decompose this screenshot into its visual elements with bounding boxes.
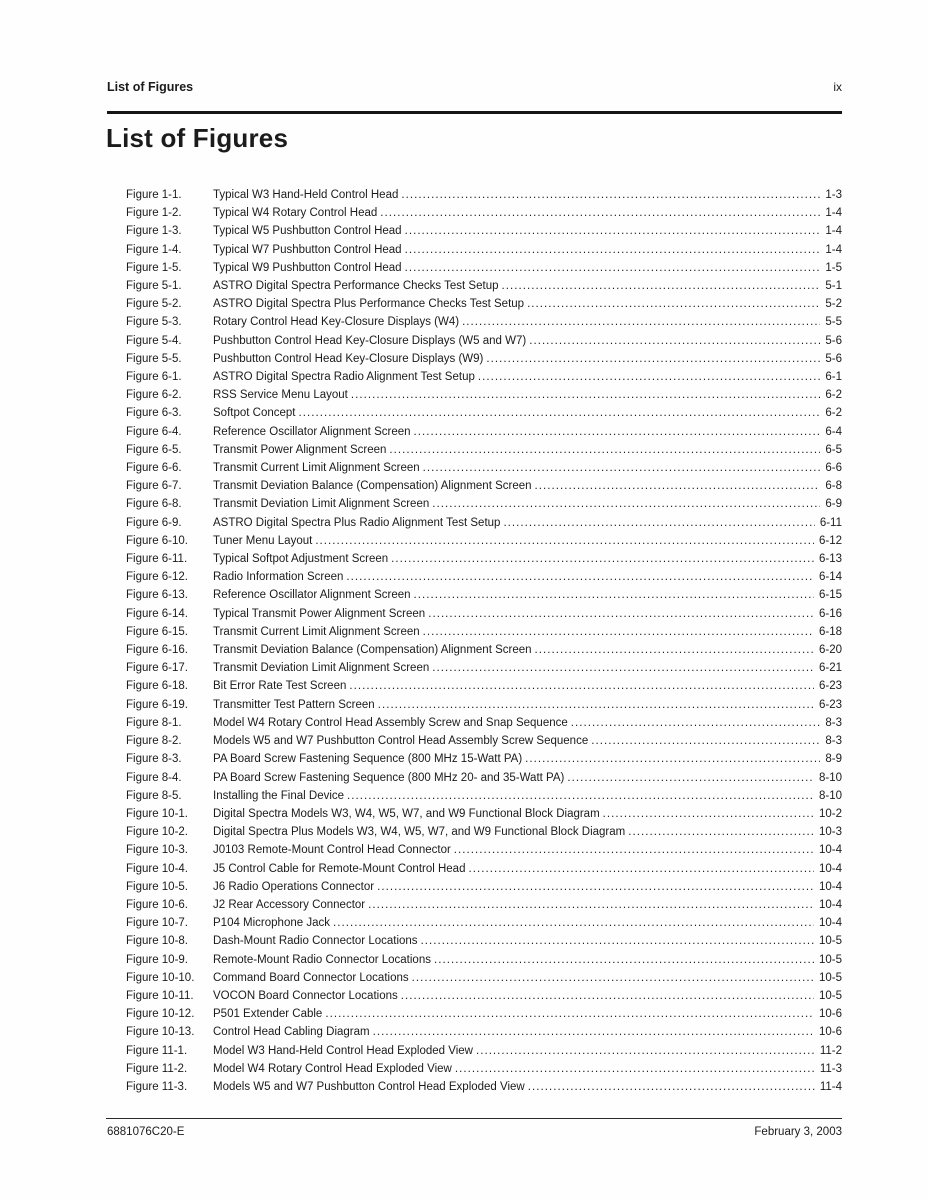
figure-entry-label: Figure 1-4. xyxy=(126,243,182,256)
figure-entry-page-number: 8-3 xyxy=(825,735,842,748)
dot-leader xyxy=(380,204,820,222)
figure-entry-title: Rotary Control Head Key-Closure Displays (W4) xyxy=(213,316,460,329)
figure-entry[interactable] xyxy=(126,951,842,969)
figure-entry-page-number: 6-16 xyxy=(818,607,842,620)
figure-entry-title: ASTRO Digital Spectra Plus Performance Checks Test Setup xyxy=(213,298,525,311)
figure-entry-label: Figure 8-1. xyxy=(126,716,182,729)
figure-entry-label: Figure 6-16. xyxy=(126,644,189,657)
dot-leader xyxy=(529,332,820,350)
figure-entry-label: Figure 8-2. xyxy=(126,735,182,748)
figure-entry-page-number: 8-9 xyxy=(825,753,842,766)
dot-leader xyxy=(405,259,821,277)
figure-entry-title: P104 Microphone Jack xyxy=(213,917,330,930)
figure-entry-page-number: 1-4 xyxy=(825,207,842,220)
figure-entry-page-number: 5-6 xyxy=(825,334,842,347)
figure-entry[interactable] xyxy=(126,696,842,714)
figure-entry-label: Figure 11-1. xyxy=(126,1044,188,1057)
figure-entry-page-number: 10-5 xyxy=(818,953,842,966)
figure-entry-title: Model W3 Hand-Held Control Head Exploded View xyxy=(213,1044,473,1057)
dot-leader xyxy=(502,277,821,295)
figure-entry[interactable] xyxy=(126,878,842,896)
figure-entry-label: Figure 5-5. xyxy=(126,352,182,365)
figure-entry-page-number: 6-14 xyxy=(818,571,842,584)
figure-entry[interactable] xyxy=(126,1060,842,1078)
figure-entry-page-number: 10-3 xyxy=(818,826,842,839)
figure-entry-label: Figure 6-9. xyxy=(126,516,182,529)
figure-entry-page-number: 6-2 xyxy=(825,389,842,402)
dot-leader xyxy=(428,605,814,623)
figure-entry-title: J2 Rear Accessory Connector xyxy=(213,898,366,911)
dot-leader xyxy=(454,841,814,859)
figure-entry-page-number: 6-4 xyxy=(825,425,842,438)
dot-leader xyxy=(414,586,814,604)
figure-entry-title: Transmit Deviation Limit Alignment Screen xyxy=(213,498,430,511)
figure-entry[interactable] xyxy=(126,441,842,459)
dot-leader xyxy=(423,459,821,477)
dot-leader xyxy=(527,295,820,313)
running-header xyxy=(107,80,842,94)
figure-entry[interactable] xyxy=(126,313,842,331)
figure-entry[interactable] xyxy=(126,277,842,295)
figure-entry-label: Figure 6-13. xyxy=(126,589,189,602)
figure-entry-page-number: 10-6 xyxy=(818,1026,842,1039)
figure-entry-title: Typical W7 Pushbutton Control Head xyxy=(213,243,402,256)
figure-entry-page-number: 6-6 xyxy=(825,462,842,475)
figure-entry-title: Reference Oscillator Alignment Screen xyxy=(213,589,411,602)
figure-entry-label: Figure 1-1. xyxy=(126,189,182,201)
figure-entry-title: ASTRO Digital Spectra Performance Checks Test Setup xyxy=(213,280,499,293)
dot-leader xyxy=(528,1078,815,1096)
figure-entry-page-number: 10-5 xyxy=(818,935,842,948)
dot-leader xyxy=(486,350,820,368)
figure-entry-page-number: 10-4 xyxy=(818,880,842,893)
figure-entry[interactable] xyxy=(126,332,842,350)
figure-entry-title: Digital Spectra Plus Models W3, W4, W5, W7, and W9 Functional Block Diagram xyxy=(213,826,626,839)
dot-leader xyxy=(476,1042,815,1060)
dot-leader xyxy=(401,987,814,1005)
figure-entry-page-number: 10-5 xyxy=(818,971,842,984)
figure-entry[interactable] xyxy=(126,1042,842,1060)
figure-entry-page-number: 11-4 xyxy=(819,1080,842,1093)
figure-entry-page-number: 6-9 xyxy=(825,498,842,511)
dot-leader xyxy=(351,386,821,404)
dot-leader xyxy=(389,441,820,459)
dot-leader xyxy=(423,623,814,641)
figure-entry-label: Figure 8-4. xyxy=(126,771,182,784)
figure-entry[interactable] xyxy=(126,605,842,623)
figure-entry[interactable] xyxy=(126,677,842,695)
figure-entry-page-number: 11-2 xyxy=(819,1044,842,1057)
figure-entry-label: Figure 6-14. xyxy=(126,607,189,620)
figure-entry-page-number: 5-1 xyxy=(825,280,842,293)
figure-entry-page-number: 10-4 xyxy=(818,844,842,857)
figure-entry-label: Figure 1-3. xyxy=(126,225,182,238)
dot-leader xyxy=(347,787,814,805)
figure-entry-title: Transmit Power Alignment Screen xyxy=(213,443,387,456)
figure-entry-label: Figure 6-19. xyxy=(126,698,189,711)
running-header-section: List of Figures xyxy=(107,80,194,94)
figure-entry-page-number: 10-5 xyxy=(818,989,842,1002)
figure-entry-title: Remote-Mount Radio Connector Locations xyxy=(213,953,431,966)
dot-leader xyxy=(391,550,814,568)
figure-entry-label: Figure 10-4. xyxy=(126,862,189,875)
figure-entry-label: Figure 1-5. xyxy=(126,261,182,274)
dot-leader xyxy=(628,823,814,841)
figure-entry-title: Tuner Menu Layout xyxy=(213,534,313,547)
figure-entry-label: Figure 10-10. xyxy=(126,971,195,984)
figure-entry-label: Figure 5-3. xyxy=(126,316,182,329)
dot-leader xyxy=(346,568,814,586)
figure-entry-label: Figure 6-5. xyxy=(126,443,182,456)
figure-entry-title: Transmit Current Limit Alignment Screen xyxy=(213,462,420,475)
figure-entry-label: Figure 6-12. xyxy=(126,571,189,584)
figure-entry[interactable] xyxy=(126,714,842,732)
figure-entry-label: Figure 6-4. xyxy=(126,425,182,438)
figure-entry-label: Figure 5-4. xyxy=(126,334,182,347)
figure-entry[interactable] xyxy=(126,641,842,659)
list-of-figures xyxy=(126,186,842,1096)
figure-entry-title: J5 Control Cable for Remote-Mount Control Head xyxy=(213,862,466,875)
figure-entry-page-number: 6-12 xyxy=(818,534,842,547)
figure-entry-title: Typical W4 Rotary Control Head xyxy=(213,207,378,220)
figure-entry-title: RSS Service Menu Layout xyxy=(213,389,348,402)
dot-leader xyxy=(603,805,814,823)
figure-entry-title: Typical W9 Pushbutton Control Head xyxy=(213,261,402,274)
figure-entry-title: Models W5 and W7 Pushbutton Control Head Exploded View xyxy=(213,1080,525,1093)
figure-entry-label: Figure 10-1. xyxy=(126,807,189,820)
figure-entry-page-number: 1-3 xyxy=(825,189,842,201)
figure-entry[interactable] xyxy=(126,987,842,1005)
dot-leader xyxy=(349,677,814,695)
figure-entry-title: Typical W5 Pushbutton Control Head xyxy=(213,225,402,238)
figure-entry[interactable] xyxy=(126,477,842,495)
figure-entry-page-number: 11-3 xyxy=(819,1062,842,1075)
figure-entry[interactable] xyxy=(126,459,842,477)
figure-entry[interactable] xyxy=(126,386,842,404)
dot-leader xyxy=(325,1005,814,1023)
dot-leader xyxy=(591,732,820,750)
dot-leader xyxy=(503,514,814,532)
figure-entry-label: Figure 6-2. xyxy=(126,389,182,402)
dot-leader xyxy=(421,932,814,950)
figure-entry[interactable] xyxy=(126,368,842,386)
figure-entry[interactable] xyxy=(126,805,842,823)
figure-entry-title: Transmitter Test Pattern Screen xyxy=(213,698,375,711)
figure-entry-title: J0103 Remote-Mount Control Head Connector xyxy=(213,844,451,857)
footer-rule xyxy=(106,1118,842,1119)
header-rule xyxy=(107,111,842,114)
figure-entry-label: Figure 6-1. xyxy=(126,371,182,384)
dot-leader xyxy=(405,222,821,240)
figure-entry-title: Bit Error Rate Test Screen xyxy=(213,680,347,693)
figure-entry-title: ASTRO Digital Spectra Plus Radio Alignment Test Setup xyxy=(213,516,501,529)
dot-leader xyxy=(571,714,821,732)
dot-leader xyxy=(535,641,814,659)
figure-entry-title: Typical W3 Hand-Held Control Head xyxy=(213,189,399,201)
figure-entry-label: Figure 6-8. xyxy=(126,498,182,511)
figure-entry-page-number: 6-15 xyxy=(818,589,842,602)
figure-entry-title: Typical Softpot Adjustment Screen xyxy=(213,553,389,566)
figure-entry-label: Figure 6-15. xyxy=(126,625,189,638)
figure-entry-page-number: 10-4 xyxy=(818,917,842,930)
figure-entry-page-number: 5-2 xyxy=(825,298,842,311)
figure-entry[interactable] xyxy=(126,1005,842,1023)
figure-entry[interactable] xyxy=(126,550,842,568)
figure-entry-page-number: 6-2 xyxy=(825,407,842,420)
figure-entry[interactable] xyxy=(126,568,842,586)
figure-entry[interactable] xyxy=(126,969,842,987)
figure-entry-page-number: 5-5 xyxy=(825,316,842,329)
figure-entry-title: PA Board Screw Fastening Sequence (800 MHz 15-Watt PA) xyxy=(213,753,523,766)
figure-entry[interactable] xyxy=(126,623,842,641)
figure-entry[interactable] xyxy=(126,295,842,313)
figure-entry-label: Figure 10-12. xyxy=(126,1008,195,1021)
footer-date: February 3, 2003 xyxy=(754,1126,842,1138)
dot-leader xyxy=(333,914,814,932)
figure-entry-title: Transmit Current Limit Alignment Screen xyxy=(213,625,420,638)
figure-entry-label: Figure 8-5. xyxy=(126,789,182,802)
figure-entry-label: Figure 10-13. xyxy=(126,1026,195,1039)
figure-entry[interactable] xyxy=(126,404,842,422)
figure-entry-label: Figure 11-3. xyxy=(126,1080,188,1093)
dot-leader xyxy=(535,477,821,495)
figure-entry-title: Radio Information Screen xyxy=(213,571,344,584)
figure-entry[interactable] xyxy=(126,532,842,550)
figure-entry-label: Figure 10-9. xyxy=(126,953,189,966)
figure-entry[interactable] xyxy=(126,769,842,787)
dot-leader xyxy=(368,896,814,914)
figure-entry[interactable] xyxy=(126,204,842,222)
figure-entry-title: Transmit Deviation Balance (Compensation) Alignment Screen xyxy=(213,644,532,657)
figure-entry-page-number: 6-18 xyxy=(818,625,842,638)
running-header-page-number: ix xyxy=(833,80,842,94)
figure-entry[interactable] xyxy=(126,750,842,768)
figure-entry-title: Transmit Deviation Limit Alignment Screen xyxy=(213,662,430,675)
dot-leader xyxy=(378,696,814,714)
dot-leader xyxy=(414,423,821,441)
figure-entry[interactable] xyxy=(126,841,842,859)
figure-entry-page-number: 6-20 xyxy=(818,644,842,657)
figure-entry-label: Figure 6-10. xyxy=(126,534,189,547)
figure-entry-title: Dash-Mount Radio Connector Locations xyxy=(213,935,418,948)
dot-leader xyxy=(468,860,813,878)
dot-leader xyxy=(567,769,814,787)
figure-entry-page-number: 6-23 xyxy=(818,680,842,693)
dot-leader xyxy=(434,951,814,969)
figure-entry-label: Figure 10-5. xyxy=(126,880,189,893)
figure-entry[interactable] xyxy=(126,860,842,878)
figure-entry-label: Figure 11-2. xyxy=(126,1062,188,1075)
figure-entry[interactable] xyxy=(126,896,842,914)
figure-entry-page-number: 6-21 xyxy=(818,662,842,675)
dot-leader xyxy=(525,750,820,768)
figure-entry[interactable] xyxy=(126,586,842,604)
figure-entry[interactable] xyxy=(126,350,842,368)
figure-entry-title: Model W4 Rotary Control Head Assembly Screw and Snap Sequence xyxy=(213,716,568,729)
figure-entry[interactable] xyxy=(126,1078,842,1096)
document-number: 6881076C20-E xyxy=(107,1126,185,1138)
figure-entry-page-number: 1-4 xyxy=(825,225,842,238)
dot-leader xyxy=(462,313,820,331)
figure-entry-page-number: 6-5 xyxy=(825,443,842,456)
figure-entry-title: P501 Extender Cable xyxy=(213,1008,323,1021)
figure-entry-page-number: 6-11 xyxy=(819,516,842,529)
dot-leader xyxy=(401,186,820,204)
figure-entry-label: Figure 10-6. xyxy=(126,898,189,911)
figure-entry[interactable] xyxy=(126,495,842,513)
figure-entry[interactable] xyxy=(126,932,842,950)
figure-entry-page-number: 1-4 xyxy=(825,243,842,256)
figure-entry-page-number: 6-23 xyxy=(818,698,842,711)
figure-entry-page-number: 6-13 xyxy=(818,553,842,566)
dot-leader xyxy=(432,495,820,513)
figure-entry[interactable] xyxy=(126,914,842,932)
figure-entry-page-number: 10-6 xyxy=(818,1008,842,1021)
dot-leader xyxy=(432,659,814,677)
figure-entry-title: Reference Oscillator Alignment Screen xyxy=(213,425,411,438)
figure-entry-label: Figure 5-2. xyxy=(126,298,182,311)
dot-leader xyxy=(315,532,814,550)
dot-leader xyxy=(298,404,820,422)
running-footer xyxy=(107,1126,842,1138)
figure-entry-label: Figure 10-11. xyxy=(126,989,194,1002)
figure-entry-title: PA Board Screw Fastening Sequence (800 MHz 20- and 35-Watt PA) xyxy=(213,771,565,784)
figure-entry-title: VOCON Board Connector Locations xyxy=(213,989,398,1002)
figure-entry-page-number: 6-1 xyxy=(825,371,842,384)
figure-entry-title: Transmit Deviation Balance (Compensation) Alignment Screen xyxy=(213,480,532,493)
figure-entry[interactable] xyxy=(126,514,842,532)
figure-entry[interactable] xyxy=(126,423,842,441)
figure-entry-title: J6 Radio Operations Connector xyxy=(213,880,375,893)
figure-entry-page-number: 10-4 xyxy=(818,862,842,875)
figure-entry-title: Pushbutton Control Head Key-Closure Displays (W9) xyxy=(213,352,484,365)
figure-entry-title: Installing the Final Device xyxy=(213,789,345,802)
figure-entry-label: Figure 6-7. xyxy=(126,480,182,493)
dot-leader xyxy=(478,368,821,386)
page-title: List of Figures xyxy=(106,123,289,153)
figure-entry-title: Digital Spectra Models W3, W4, W5, W7, and W9 Functional Block Diagram xyxy=(213,807,600,820)
figure-entry-label: Figure 10-8. xyxy=(126,935,189,948)
figure-entry-page-number: 5-6 xyxy=(825,352,842,365)
figure-entry-label: Figure 5-1. xyxy=(126,280,182,293)
figure-entry-page-number: 10-4 xyxy=(818,898,842,911)
figure-entry-title: Control Head Cabling Diagram xyxy=(213,1026,370,1039)
figure-entry[interactable] xyxy=(126,186,842,204)
figure-entry-page-number: 8-3 xyxy=(825,716,842,729)
dot-leader xyxy=(412,969,814,987)
figure-entry-title: ASTRO Digital Spectra Radio Alignment Test Setup xyxy=(213,371,475,384)
figure-entry[interactable] xyxy=(126,222,842,240)
figure-entry-title: Models W5 and W7 Pushbutton Control Head Assembly Screw Sequence xyxy=(213,735,589,748)
figure-entry[interactable] xyxy=(126,732,842,750)
figure-entry-label: Figure 8-3. xyxy=(126,753,182,766)
figure-entry[interactable] xyxy=(126,787,842,805)
figure-entry-page-number: 8-10 xyxy=(818,771,842,784)
figure-entry[interactable] xyxy=(126,823,842,841)
figure-entry[interactable] xyxy=(126,659,842,677)
figure-entry-title: Model W4 Rotary Control Head Exploded View xyxy=(213,1062,452,1075)
figure-entry-label: Figure 10-3. xyxy=(126,844,189,857)
figure-entry[interactable] xyxy=(126,1023,842,1041)
figure-entry-title: Softpot Concept xyxy=(213,407,296,420)
figure-entry-label: Figure 10-7. xyxy=(126,917,189,930)
figure-entry-label: Figure 10-2. xyxy=(126,826,189,839)
figure-entry[interactable] xyxy=(126,259,842,277)
dot-leader xyxy=(405,241,821,259)
figure-entry-label: Figure 6-11. xyxy=(126,553,188,566)
figure-entry-title: Typical Transmit Power Alignment Screen xyxy=(213,607,426,620)
figure-entry-title: Pushbutton Control Head Key-Closure Displays (W5 and W7) xyxy=(213,334,527,347)
figure-entry-page-number: 8-10 xyxy=(818,789,842,802)
figure-entry-title: Command Board Connector Locations xyxy=(213,971,409,984)
dot-leader xyxy=(373,1023,814,1041)
figure-entry-page-number: 6-8 xyxy=(825,480,842,493)
dot-leader xyxy=(377,878,814,896)
dot-leader xyxy=(455,1060,815,1078)
figure-entry-label: Figure 6-18. xyxy=(126,680,189,693)
figure-entry-label: Figure 6-17. xyxy=(126,662,189,675)
figure-entry-page-number: 10-2 xyxy=(818,807,842,820)
figure-entry-label: Figure 6-3. xyxy=(126,407,182,420)
figure-entry-page-number: 1-5 xyxy=(825,261,842,274)
figure-entry-label: Figure 6-6. xyxy=(126,462,182,475)
figure-entry-label: Figure 1-2. xyxy=(126,207,182,220)
figure-entry[interactable] xyxy=(126,241,842,259)
